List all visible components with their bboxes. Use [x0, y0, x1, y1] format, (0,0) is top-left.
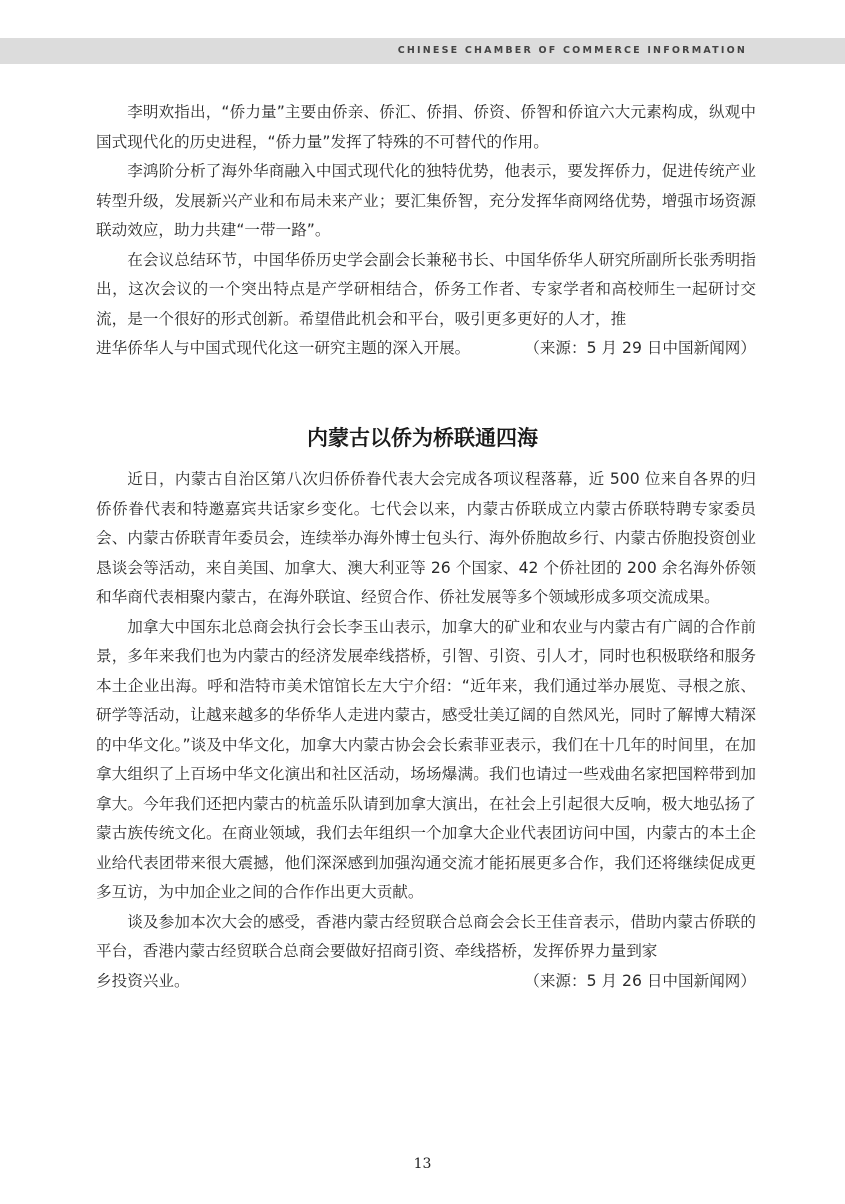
paragraph: 加拿大中国东北总商会执行会长李玉山表示，加拿大的矿业和农业与内蒙古有广阔的合作前景，多年来我们也为内蒙古的经济发展牵线搭桥，引智、引资、引人才，同时也积极联络和服务本土企业出海。呼和浩特市美术馆馆长左大宁介绍：“近年来，我们通过举办展览、寻根之旅、研学等活动，让越来越多的华侨华人走进内蒙古，感受壮美辽阔的自然风光，同时了解博大精深的中华文化。”谈及中华文化，加拿大内蒙古协会会长索菲亚表示，我们在十几年的时间里，在加拿大组织了上百场中华文化演出和社区活动，场场爆满。我们也请过一些戏曲名家把国粹带到加拿大。今年我们还把内蒙古的杭盖乐队请到加拿大演出，在社会上引起很大反响，极大地弘扬了蒙古族传统文化。在商业领域，我们去年组织一个加拿大企业代表团访问中国，内蒙古的本土企业给代表团带来很大震撼，他们深深感到加强沟通交流才能拓展更多合作，我们还将继续促成更多互访，为中加企业之间的合作作出更大贡献。 — [96, 617, 756, 901]
paragraph: 在会议总结环节，中国华侨历史学会副会长兼秘书长、中国华侨华人研究所副所长张秀明指出，这次会议的一个突出特点是产学研相结合，侨务工作者、专家学者和高校师生一起研讨交流，是一个很好的形式创新。希望借此机会和平台，吸引更多更好的人才，推 — [96, 250, 756, 328]
source-line — [96, 967, 756, 997]
paragraph: 李明欢指出，“侨力量”主要由侨亲、侨汇、侨捐、侨资、侨智和侨谊六大元素构成，纵观中国式现代化的历史进程，“侨力量”发挥了特殊的不可替代的作用。 — [96, 103, 756, 151]
paragraph-last-line: 进华侨华人与中国式现代化这一研究主题的深入开展。 — [96, 339, 471, 357]
article-title: 内蒙古以侨为桥联通四海 — [307, 426, 538, 450]
source-line — [96, 334, 756, 364]
source-citation: （来源：5 月 29 日中国新闻网） — [524, 339, 756, 357]
running-header: CHINESE CHAMBER OF COMMERCE INFORMATION — [397, 45, 747, 56]
paragraph-last-line: 乡投资兴业。 — [96, 971, 190, 990]
article-body — [96, 465, 756, 996]
article-continuation — [96, 98, 756, 364]
source-citation: （来源：5 月 26 日中国新闻网） — [524, 971, 756, 990]
paragraph: 谈及参加本次大会的感受，香港内蒙古经贸联合总商会会长王佳音表示，借助内蒙古侨联的平台，香港内蒙古经贸联合总商会要做好招商引资、牵线搭桥，发挥侨界力量到家 — [96, 912, 756, 960]
page-number: 13 — [413, 1156, 432, 1172]
paragraph: 李鸿阶分析了海外华商融入中国式现代化的独特优势，他表示，要发挥侨力，促进传统产业转型升级，发展新兴产业和布局未来产业；要汇集侨智，充分发挥华商网络优势，增强市场资源联动效应，助力共建“一带一路”。 — [96, 162, 756, 239]
paragraph: 近日，内蒙古自治区第八次归侨侨眷代表大会完成各项议程落幕，近 500 位来自各界的归侨侨眷代表和特邀嘉宾共话家乡变化。七代会以来，内蒙古侨联成立内蒙古侨联特聘专家委员会、内蒙古侨联青年委员会，连续举办海外博士包头行、海外侨胞故乡行、内蒙古侨胞投资创业恳谈会等活动，来自美国、加拿大、澳大利亚等 26 个国家、42 个侨社团的 200 余名海外侨领和华商代表相聚内蒙古，在海外联谊、经贸合作、侨社发展等多个领域形成多项交流成果。 — [96, 470, 756, 606]
